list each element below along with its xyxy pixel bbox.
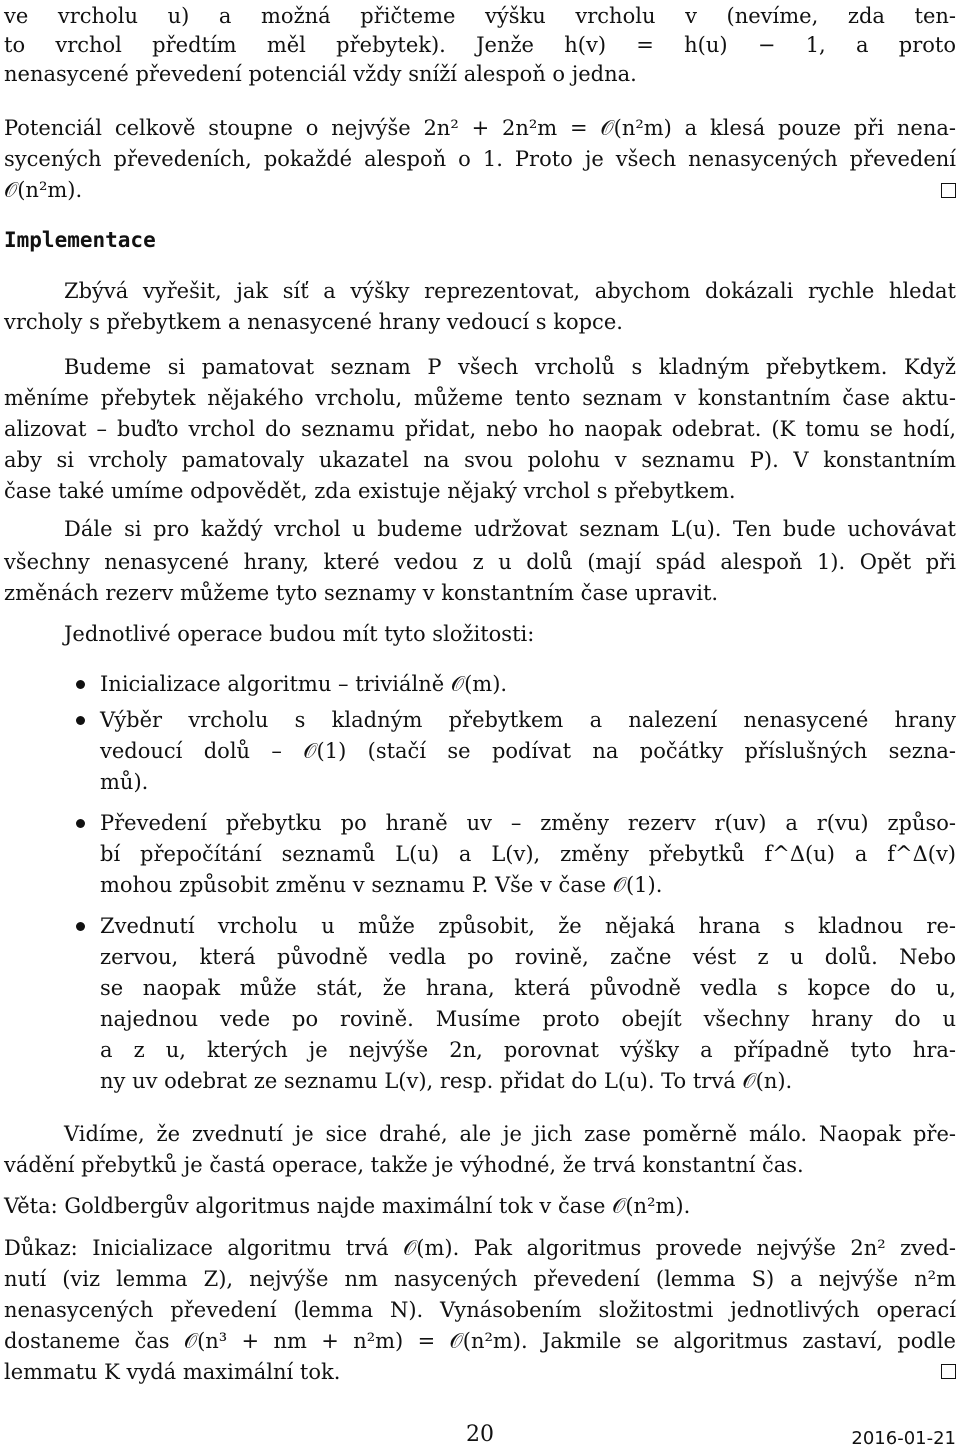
- text-line: Vidíme, že zvednutí je sice drahé, ale je jich zase poměrně málo. Naopak pře-: [64, 1122, 956, 1146]
- text-line: 𝒪(n²m).: [4, 178, 83, 202]
- proof-line: nutí (viz lemma Z), nejvýše nm nasycených převedení (lemma S) a nejvýše n²m: [4, 1267, 956, 1291]
- text-line: alizovat – buďto vrchol do seznamu přidat, nebo ho naopak odebrat. (K tomu se hodí,: [4, 417, 956, 441]
- text-line: ve vrcholu u) a možná přičteme výšku vrcholu v (nevíme, zda ten-: [4, 4, 956, 28]
- qed-box: [941, 183, 956, 198]
- section-heading: Implementace: [4, 228, 156, 252]
- text-line: mohou způsobit změnu v seznamu P. Vše v čase 𝒪(1).: [100, 873, 663, 897]
- text-line: ny uv odebrat ze seznamu L(v), resp. přidat do L(u). To trvá 𝒪(n).: [100, 1069, 793, 1093]
- page-date: 2016-01-21: [851, 1428, 956, 1449]
- text-line: vedoucí dolů – 𝒪(1) (stačí se podívat na počátky příslušných sezna-: [100, 739, 956, 763]
- text-line: sycených převedeních, pokaždé alespoň o 1. Proto je všech nenasycených převedení: [4, 147, 956, 171]
- proof-line: lemmatu K vydá maximální tok.: [4, 1360, 341, 1384]
- text-line: Převedení přebytku po hraně uv – změny rezerv r(uv) a r(vu) způso-: [100, 811, 956, 835]
- text-line: Dále si pro každý vrchol u budeme udržovat seznam L(u). Ten bude uchovávat: [64, 517, 956, 541]
- text-line: Inicializace algoritmu – triviálně 𝒪(m).: [100, 672, 508, 696]
- qed-box: [941, 1364, 956, 1379]
- text-line: Jednotlivé operace budou mít tyto složitosti:: [64, 622, 535, 646]
- text-line: vádění přebytků je častá operace, takže je výhodné, že trvá konstantní čas.: [4, 1153, 804, 1177]
- text-line: se naopak může stát, že hrana, která původně vedla s kopce do u,: [100, 976, 956, 1000]
- text-line: a z u, kterých je nejvýše 2n, porovnat výšky a případně tyto hra-: [100, 1038, 956, 1062]
- text-line: aby si vrcholy pamatovaly ukazatel na svou polohu v seznamu P). V konstantním: [4, 448, 956, 472]
- text-line: zervou, která původně vedla po rovině, začne vést z u dolů. Nebo: [100, 945, 956, 969]
- text-line: Zvednutí vrcholu u může způsobit, že nějaká hrana s kladnou re-: [100, 914, 956, 938]
- text-line: změnách rezerv můžeme tyto seznamy v konstantním čase upravit.: [4, 581, 719, 605]
- text-line: nenasycené převedení potenciál vždy sníží alespoň o jedna.: [4, 62, 637, 86]
- proof-line: nenasycených převedení (lemma N). Vynásobením složitostmi jednotlivých operací: [4, 1298, 956, 1322]
- text-line: mů).: [100, 770, 149, 794]
- text-line: najednou vede po rovině. Musíme proto obejít všechny hrany do u: [100, 1007, 956, 1031]
- text-line: Výběr vrcholu s kladným přebytkem a nalezení nenasycené hrany: [100, 708, 956, 732]
- page-number: 20: [466, 1422, 494, 1447]
- text-line: Zbývá vyřešit, jak síť a výšky reprezentovat, abychom dokázali rychle hledat: [64, 279, 956, 303]
- text-line: čase také umíme odpovědět, zda existuje nějaký vrchol s přebytkem.: [4, 479, 736, 503]
- proof-line: Důkaz: Inicializace algoritmu trvá 𝒪(m). Pak algoritmus provede nejvýše 2n² zved-: [4, 1236, 956, 1260]
- text-line: všechny nenasycené hrany, které vedou z u dolů (mají spád alespoň 1). Opět při: [4, 550, 956, 574]
- theorem-line: Věta: Goldbergův algoritmus najde maximální tok v čase 𝒪(n²m).: [4, 1194, 691, 1218]
- proof-line: dostaneme čas 𝒪(n³ + nm + n²m) = 𝒪(n²m). Jakmile se algoritmus zastaví, podle: [4, 1329, 956, 1353]
- text-line: vrcholy s přebytkem a nenasycené hrany vedoucí s kopce.: [4, 310, 623, 334]
- text-line: to vrchol předtím měl přebytek). Jenže h(v) = h(u) − 1, a proto: [4, 33, 956, 57]
- text-line: Potenciál celkově stoupne o nejvýše 2n² + 2n²m = 𝒪(n²m) a klesá pouze při nena-: [4, 116, 956, 140]
- text-line: Budeme si pamatovat seznam P všech vrcholů s kladným přebytkem. Když: [64, 355, 956, 379]
- text-line: bí přepočítání seznamů L(u) a L(v), změny přebytků f^Δ(u) a f^Δ(v): [100, 842, 956, 866]
- text-line: měníme přebytek nějakého vrcholu, můžeme tento seznam v konstantním čase aktu-: [4, 386, 956, 410]
